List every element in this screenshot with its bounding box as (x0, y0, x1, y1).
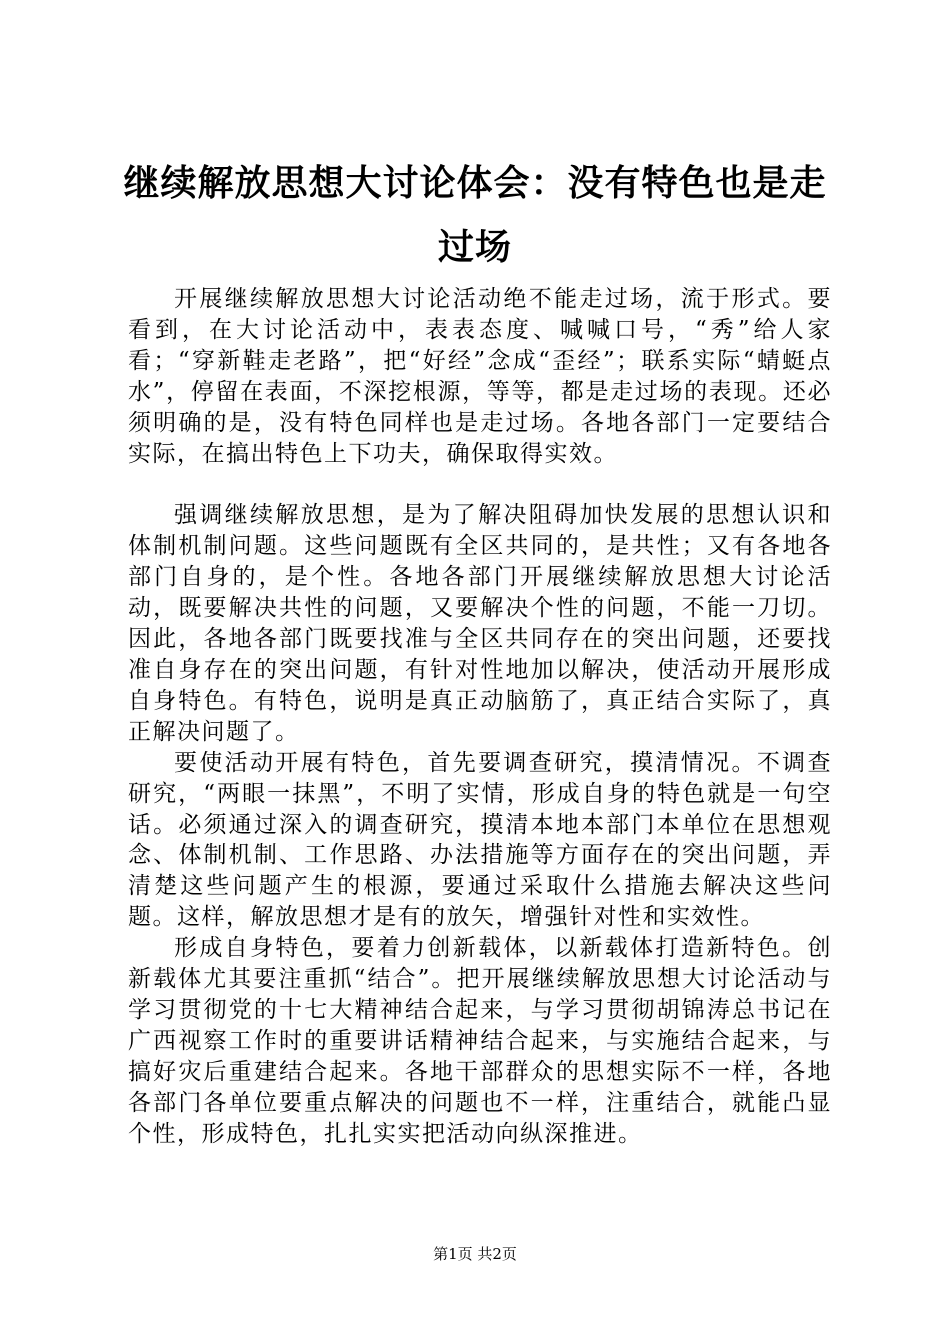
paragraph-spacer (128, 469, 832, 500)
page-footer: 第1页 共2页 (433, 1245, 517, 1263)
document-title: 继续解放思想大讨论体会：没有特色也是走过场 (123, 163, 827, 268)
paragraph-1: 开展继续解放思想大讨论活动绝不能走过场，流于形式。要看到，在大讨论活动中，表表态度、喊喊口号，“秀”给人家看；“穿新鞋走老路”，把“好经”念成“歪经”；联系实际“蜻蜓点水”，停留在表面，不深挖根源，等等，都是走过场的表现。还必须明确的是，没有特色同样也是走过场。各地各部门一定要结合实际，在搞出特色上下功夫，确保取得实效。 (128, 286, 832, 467)
paragraph-4: 形成自身特色，要着力创新载体，以新载体打造新特色。创新载体尤其要注重抓“结合”。把开展继续解放思想大讨论活动与学习贯彻党的十七大精神结合起来，与学习贯彻胡锦涛总书记在广西视察工作时的重要讲话精神结合起来，与实施结合起来，与搞好灾后重建结合起来。各地干部群众的思想实际不一样，各地各部门各单位要重点解决的问题也不一样，注重结合，就能凸显个性，形成特色，扎扎实实把活动向纵深推进。 (128, 935, 832, 1147)
paragraph-3: 要使活动开展有特色，首先要调查研究，摸清情况。不调查研究，“两眼一抹黑”，不明了实情，形成自身的特色就是一句空话。必须通过深入的调查研究，摸清本地本部门本单位在思想观念、体制机制、工作思路、办法措施等方面存在的突出问题，弄清楚这些问题产生的根源，要通过采取什么措施去解决这些问题。这样，解放思想才是有的放矢，增强针对性和实效性。 (128, 749, 832, 931)
document-body (128, 284, 832, 1149)
paragraph-2: 强调继续解放思想，是为了解决阻碍加快发展的思想认识和体制机制问题。这些问题既有全区共同的，是共性；又有各地各部门自身的，是个性。各地各部门开展继续解放思想大讨论活动，既要解决共性的问题，又要解决个性的问题，不能一刀切。因此，各地各部门既要找准与全区共同存在的突出问题，还要找准自身存在的突出问题，有针对性地加以解决，使活动开展形成自身特色。有特色，说明是真正动脑筋了，真正结合实际了，真正解决问题了。 (128, 502, 832, 745)
